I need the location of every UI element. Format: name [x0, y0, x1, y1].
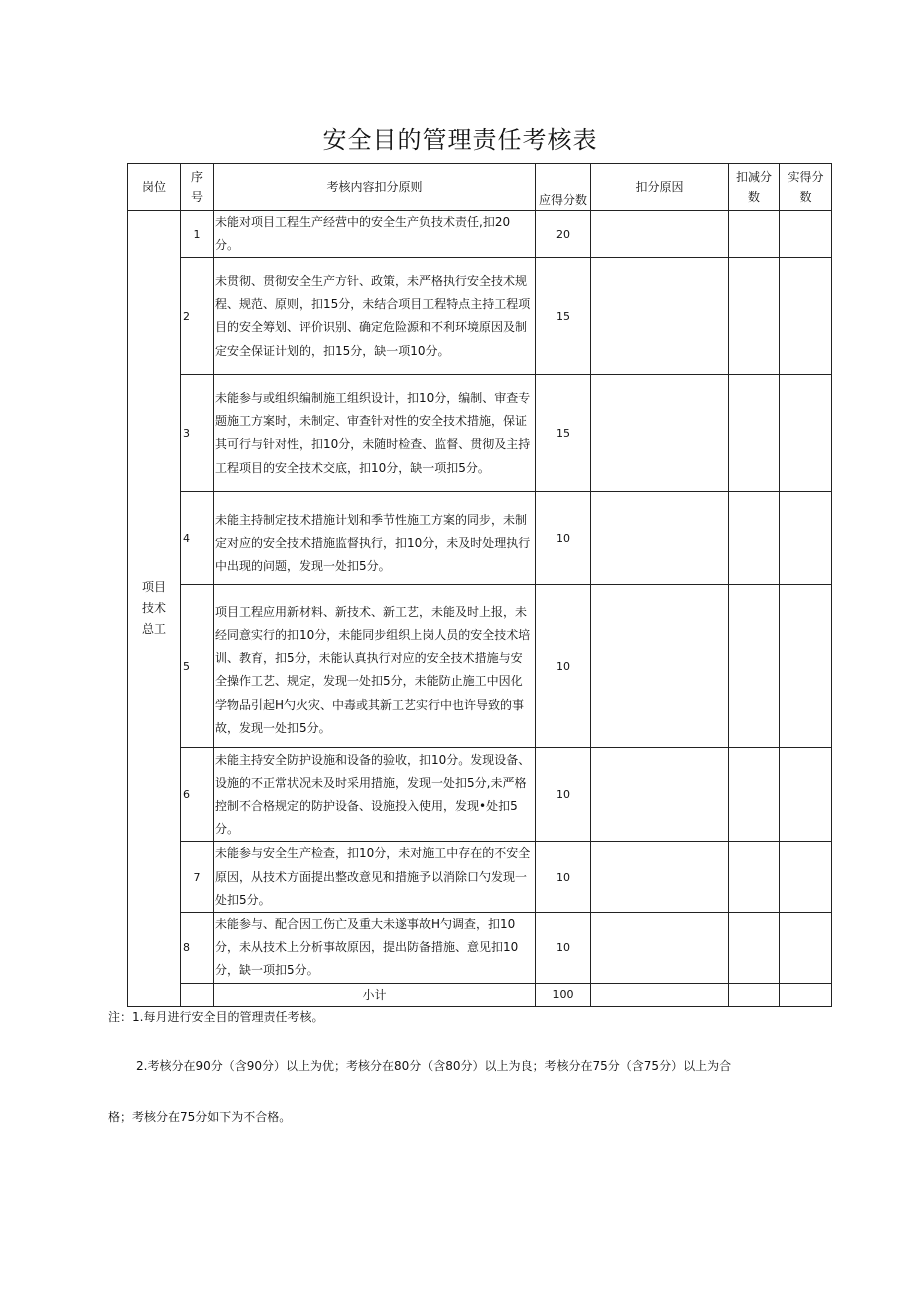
header-deduct-line1: 扣减分: [735, 170, 772, 184]
actual-cell[interactable]: [780, 842, 832, 913]
subtotal-row: [128, 983, 832, 1006]
row-content: 项目工程应用新材料、新技术、新工艺，未能及时上报，未经同意实行的扣10分，未能同步组织上岗人员的安全技术培训、教育，扣5分，未能认真执行对应的安全技术措施与安全操作工艺、规定，发现一处扣5分，未能防止施工中因化学物品引起H勺火灾、中毒或其新工艺实行中也许导致的事故，发现一处扣5分。: [214, 585, 536, 748]
position-cell: [128, 211, 181, 1007]
row-content: 未能主持制定技术措施计划和季节性施工方案的同步，未制定对应的安全技术措施监督执行，扣10分，未及时处理执行中出现的问题，发现一处扣5分。: [214, 492, 536, 585]
actual-cell[interactable]: [780, 913, 832, 984]
subtotal-no-cell: [181, 983, 214, 1006]
note-2: 2.考核分在90分（含90分）以上为优；考核分在80分（含80分）以上为良；考核分在75分（含75分）以上为合: [136, 1059, 732, 1073]
subtotal-label: 小计: [214, 983, 536, 1006]
position-line1: 项目: [141, 579, 166, 594]
header-actual-line1: 实得分: [787, 170, 824, 184]
row-score: 15: [536, 258, 591, 375]
row-score: 10: [536, 585, 591, 748]
row-number: 1: [181, 211, 214, 258]
note-3: 格；考核分在75分如下为不合格。: [108, 1110, 292, 1124]
row-number: 6: [181, 748, 214, 842]
row-score: 20: [536, 211, 591, 258]
header-reason: 扣分原因: [591, 164, 729, 211]
table-row: [128, 211, 832, 258]
header-row: [128, 164, 832, 211]
row-number: 3: [181, 375, 214, 492]
row-score: 10: [536, 492, 591, 585]
header-no-line1: 序: [190, 170, 203, 184]
deduct-cell[interactable]: [729, 748, 780, 842]
reason-cell[interactable]: [591, 913, 729, 984]
row-number: 4: [181, 492, 214, 585]
row-content: 未能参与或组织编制施工组织设计，扣10分，编制、审查专题施工方案时，未制定、审查针对性的安全技术措施，保证其可行与针对性，扣10分，未随时检查、监督、贯彻及主持工程项目的安全技术交底，扣10分，缺一项扣5分。: [214, 375, 536, 492]
deduct-cell[interactable]: [729, 842, 780, 913]
actual-cell[interactable]: [780, 258, 832, 375]
deduct-cell[interactable]: [729, 585, 780, 748]
header-actual: [780, 164, 832, 211]
actual-cell[interactable]: [780, 492, 832, 585]
deduct-cell[interactable]: [729, 375, 780, 492]
reason-cell[interactable]: [591, 748, 729, 842]
subtotal-score: 100: [536, 983, 591, 1006]
reason-cell[interactable]: [591, 585, 729, 748]
actual-cell[interactable]: [780, 375, 832, 492]
row-number: 8: [181, 913, 214, 984]
reason-cell[interactable]: [591, 983, 729, 1006]
table-row: [128, 375, 832, 492]
row-score: 10: [536, 748, 591, 842]
reason-cell[interactable]: [591, 258, 729, 375]
row-score: 15: [536, 375, 591, 492]
header-no: [181, 164, 214, 211]
table-row: [128, 492, 832, 585]
table-row: [128, 585, 832, 748]
position-line3: 总工: [141, 621, 166, 636]
row-content: 未能对项目工程生产经营中的安全生产负技术责任,扣20分。: [214, 211, 536, 258]
position-line2: 技术: [141, 600, 166, 615]
deduct-cell[interactable]: [729, 913, 780, 984]
table-row: [128, 913, 832, 984]
page-title: 安全目的管理责任考核表: [322, 126, 598, 154]
deduct-cell[interactable]: [729, 211, 780, 258]
actual-cell[interactable]: [780, 748, 832, 842]
row-number: 5: [181, 585, 214, 748]
row-content: 未能参与安全生产检查，扣10分，未对施工中存在的不安全原因，从技术方面提出整改意见和措施予以消除口勺发现一处扣5分。: [214, 842, 536, 913]
reason-cell[interactable]: [591, 492, 729, 585]
reason-cell[interactable]: [591, 211, 729, 258]
row-number: 2: [181, 258, 214, 375]
row-content: 未贯彻、贯彻安全生产方针、政策，未严格执行安全技术规程、规范、原则，扣15分，未结合项目工程特点主持工程项目的安全筹划、评价识别、确定危险源和不利环境原因及制定安全保证计划的，扣15分，缺一项10分。: [214, 258, 536, 375]
actual-cell[interactable]: [780, 211, 832, 258]
reason-cell[interactable]: [591, 842, 729, 913]
row-score: 10: [536, 913, 591, 984]
deduct-cell[interactable]: [729, 258, 780, 375]
row-content: 未能参与、配合因工伤亡及重大未遂事故H勺调查，扣10分，未从技术上分析事故原因，提出防备措施、意见扣10分，缺一项扣5分。: [214, 913, 536, 984]
row-number: 7: [181, 842, 214, 913]
table-row: [128, 842, 832, 913]
assessment-table: [127, 163, 832, 1007]
note-1: 注：1.每月进行安全目的管理责任考核。: [108, 1010, 324, 1024]
header-no-line2: 号: [190, 190, 203, 204]
deduct-cell[interactable]: [729, 492, 780, 585]
header-content: 考核内容扣分原则: [214, 164, 536, 211]
header-deduct: [729, 164, 780, 211]
reason-cell[interactable]: [591, 375, 729, 492]
header-actual-line2: 数: [799, 190, 812, 204]
deduct-cell[interactable]: [729, 983, 780, 1006]
actual-cell[interactable]: [780, 983, 832, 1006]
table-row: [128, 258, 832, 375]
row-content: 未能主持安全防护设施和设备的验收，扣10分。发现设备、设施的不正常状况未及时采用措施，发现一处扣5分,未严格控制不合格规定的防护设备、设施投入使用，发现•处扣5分。: [214, 748, 536, 842]
actual-cell[interactable]: [780, 585, 832, 748]
header-score: 应得分数: [536, 164, 591, 211]
table-row: [128, 748, 832, 842]
row-score: 10: [536, 842, 591, 913]
header-position: 岗位: [128, 164, 181, 211]
header-deduct-line2: 数: [747, 190, 760, 204]
